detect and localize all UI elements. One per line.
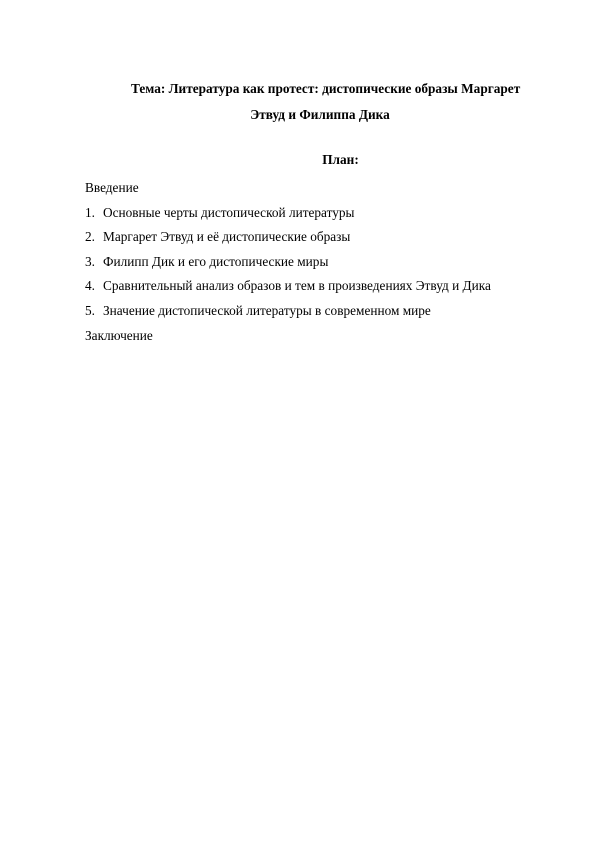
plan-heading: План:: [322, 152, 359, 167]
outline-item-text: Филипп Дик и его дистопические миры: [103, 253, 329, 269]
outline-item-text: Основные черты дистопической литературы: [103, 204, 355, 220]
outline-item-text: Маргарет Этвуд и её дистопические образы: [103, 229, 351, 245]
outline-intro-text: Введение: [85, 180, 139, 195]
document-title-line-2: Этвуд и Филиппа Дика: [250, 107, 390, 122]
outline-item-2: [85, 225, 565, 250]
outline-item-number: 3.: [85, 253, 95, 269]
outline-item-1: [85, 201, 565, 226]
outline-item-number: 2.: [85, 229, 95, 245]
document-title-line-1: Тема: Литература как протест: дистопические образы Маргарет: [131, 81, 521, 96]
plan-outline: [85, 176, 565, 348]
outline-item-5: [85, 299, 565, 324]
outline-conclusion-text: Заключение: [85, 327, 153, 343]
outline-item-number: 1.: [85, 204, 95, 220]
outline-item-number: 5.: [85, 302, 95, 318]
outline-conclusion: [85, 324, 565, 349]
outline-intro: [85, 176, 565, 201]
outline-item-text: Значение дистопической литературы в современном мире: [103, 302, 431, 318]
outline-item-number: 4.: [85, 278, 95, 294]
outline-item-3: [85, 250, 565, 275]
outline-item-4: [85, 274, 565, 299]
outline-item-text: Сравнительный анализ образов и тем в произведениях Этвуд и Дика: [103, 278, 491, 294]
